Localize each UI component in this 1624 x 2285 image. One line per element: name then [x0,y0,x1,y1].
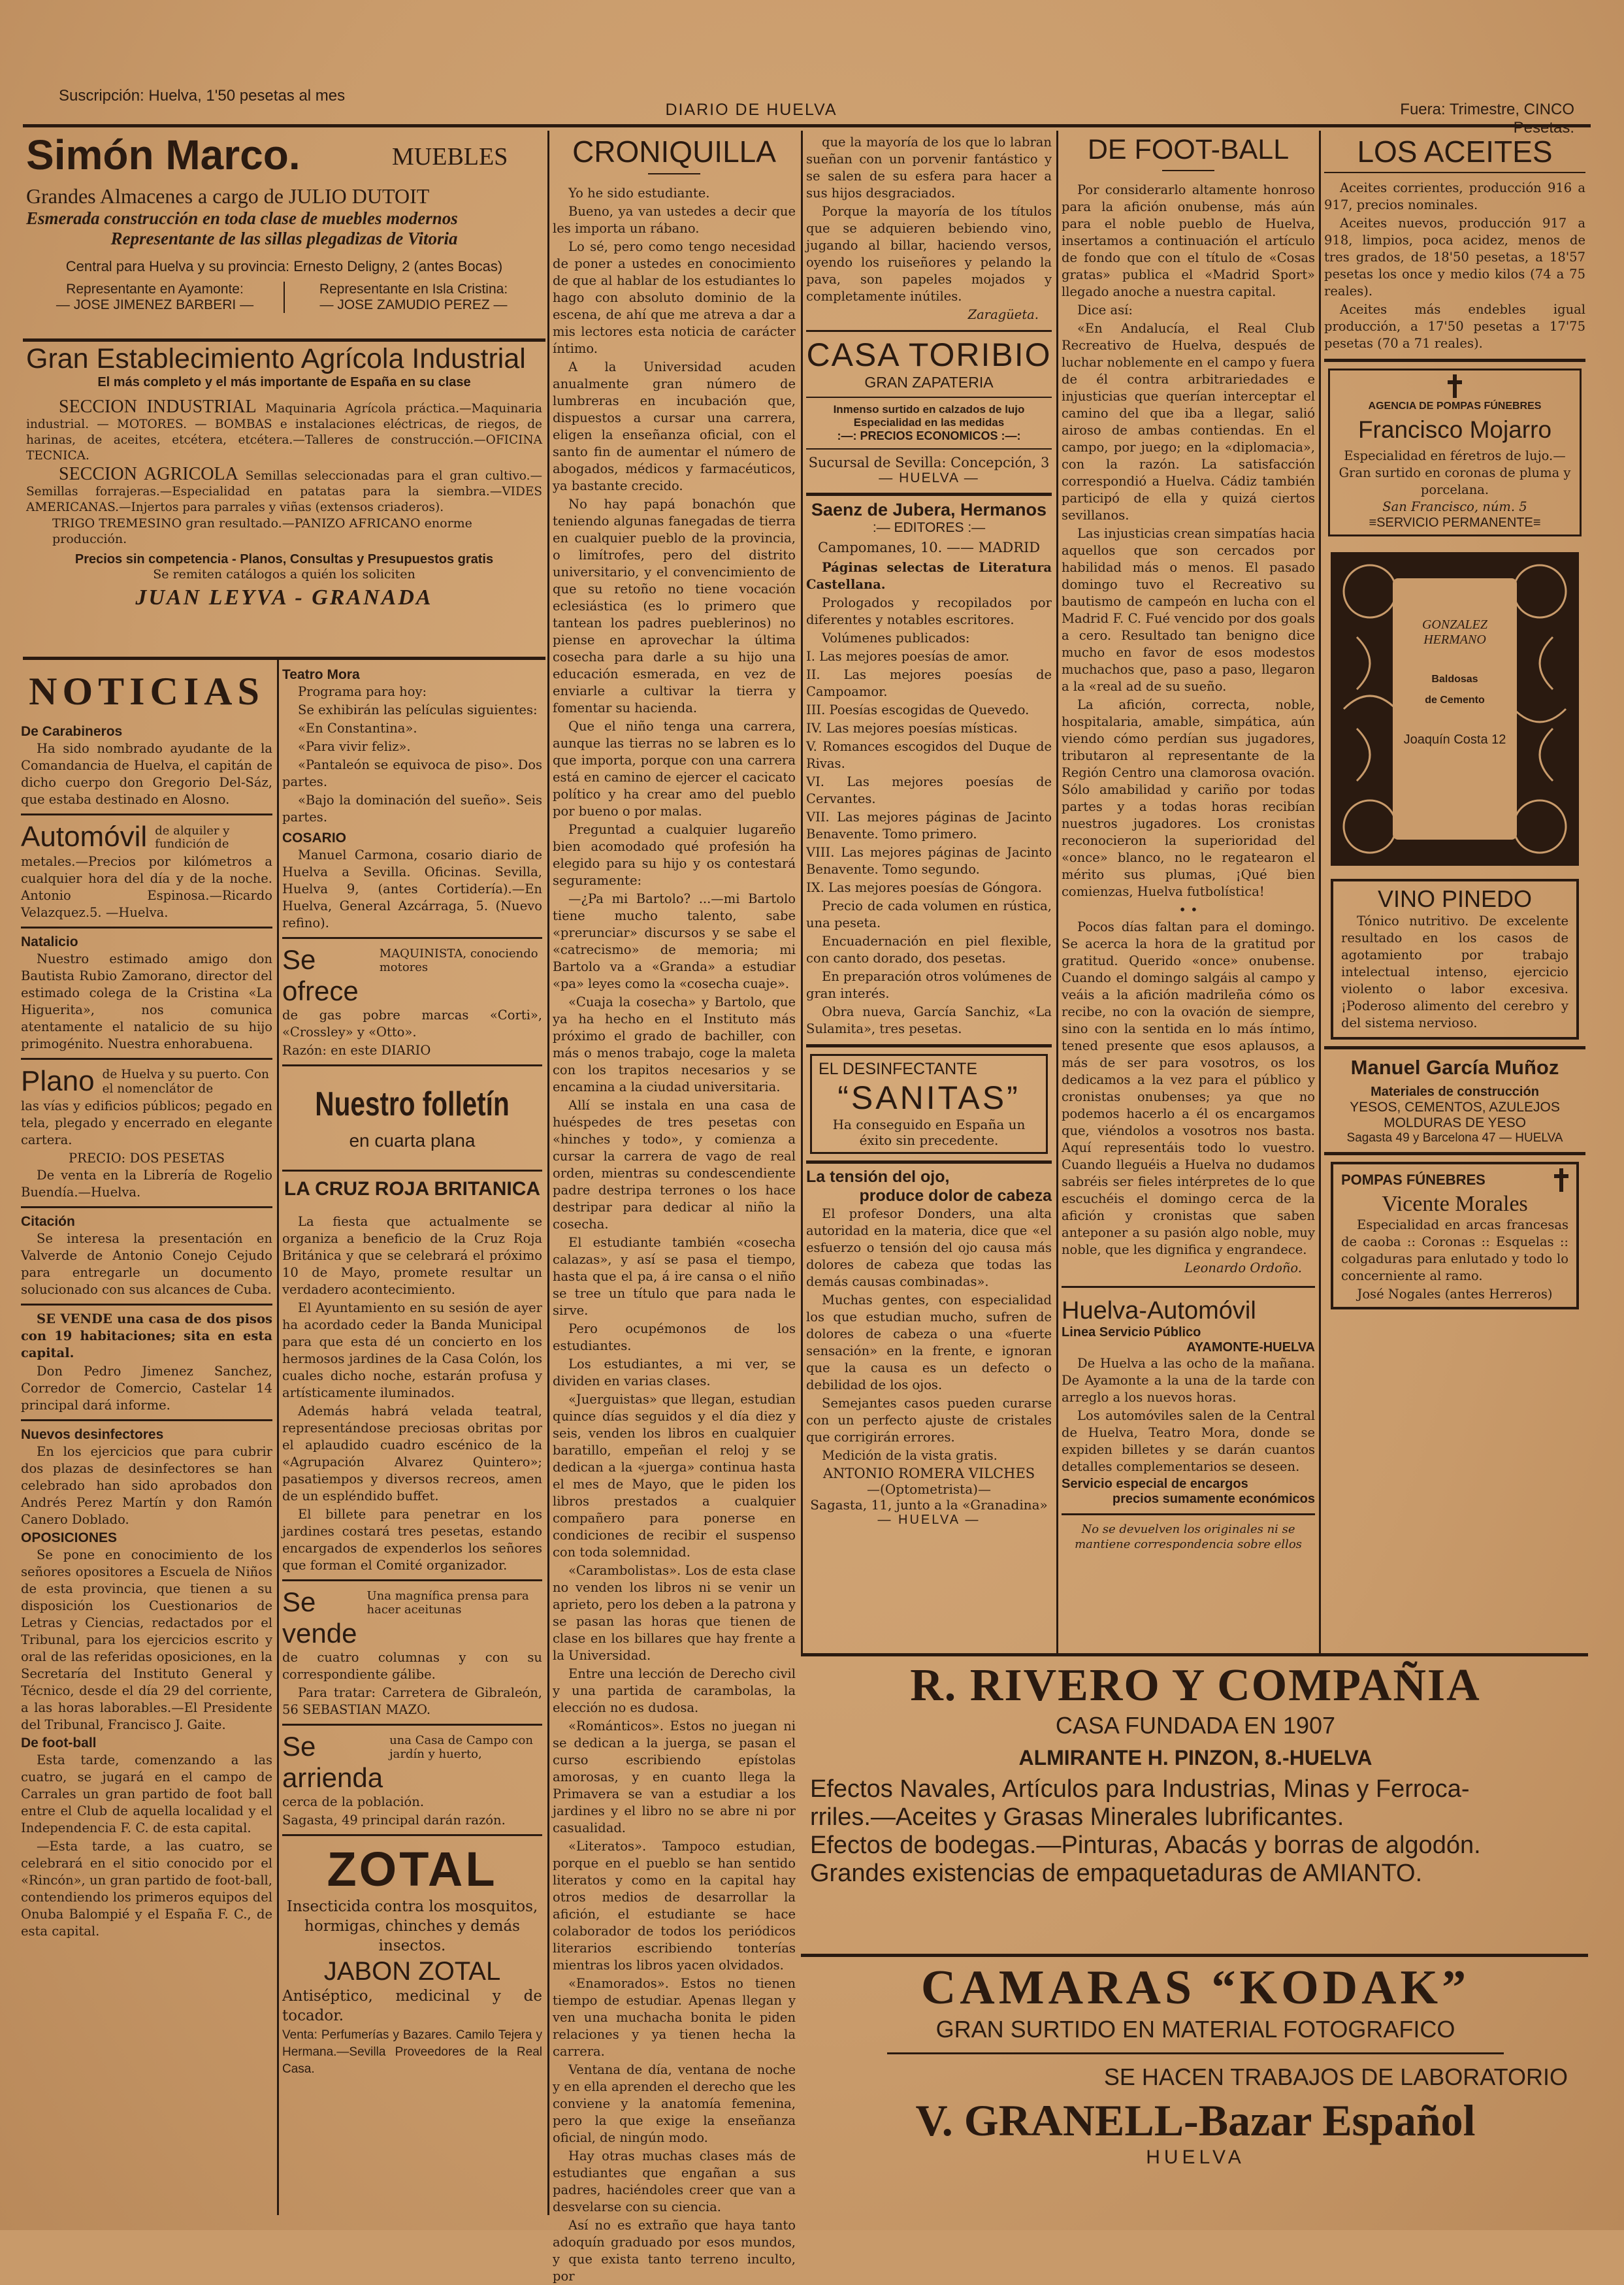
noticia-text: Nuestro estimado amigo don Bautista Rubio Zamorano, director del estimado colega de la Cristina «La Higuerita», nos comunica atentamente el natalicio de su hijo primogénito. Nuestra enhorabuena. [21,951,272,1051]
tension-text: El profesor Donders, una alta autoridad en la materia, dice que «el esfuerzo o tensión del ojo causa más dolores de cabeza que todas las demás causas combinadas». [806,1206,1052,1289]
folletin-ad [282,1072,542,1164]
masthead-title: DIARIO DE HUELVA [665,101,837,119]
rule [806,330,1052,332]
se-ofrece-text: de gas pobre marcas «Corti», «Crossley» y «Otto». [282,1008,542,1040]
simon-line1: Grandes Almacenes a cargo de JULIO DUTOIT [26,184,430,208]
cruz-roja-title: LA CRUZ ROJA BRITANICA [284,1178,541,1200]
folletin-title: Nuestro folletín [315,1085,510,1123]
se-vende-title: Se vende [282,1586,357,1649]
vino-text: Tónico nutritivo. De excelente resultado en los casos de agotamiento por trabajo intelectual intenso, ejercicio violento o labor excesiva. ¡Poderoso alimento del cerebro y del sistema nervioso. [1341,913,1568,1030]
quarter-note: Fuera: Trimestre, CINCO Pesetas. [1400,101,1574,137]
automovil-right: de alquiler y fundición de [155,824,230,851]
simon-line2: Esmerada construcción en toda clase de muebles modernos [26,208,458,228]
noticias-title: NOTICIAS [29,670,265,713]
rule [887,2052,1504,2054]
saenz-obra: Obra nueva, García Sanchiz, «La Sulamita», tres pesetas. [806,1004,1052,1036]
rule [1324,172,1585,173]
croniquilla-para: que la mayoría de los que lo labran sueñan con un porvenir fantástico y se salen de su esfera para hacer a sus hijos desgraciados. [806,135,1052,201]
simon-rep-left-name: — JOSE JIMENEZ BARBERI — [56,297,254,312]
croniquilla-para: «Carambolistas». Los de esta clase no venden los libros ni se venir un aprieto, pero los deben a la patrona y se pasan las horas que tienen de clase en los billares que hay frente a la Universidad. [553,1563,796,1663]
noticia-text: Se pone en conocimiento de los señores opositores a Escuela de Niños de esta provincia, que tienen a su disposición los Cuestionarios de Letras y Ciencias, redactados por el Tribunal, para los ejercicios escrito y oral de las referidas oposiciones, en la Secretaría del Instituto General y Técnico, desde el día 29 del corriente, a las horas laborables.—El Presidente del Tribunal, Francisco J. Gaite. [21,1547,272,1732]
saenz-publicados: Volúmenes publicados: [822,631,970,646]
tension-text: Semejantes casos pueden curarse con un perfecto ajuste de cristales que corrigirán errores. [806,1396,1052,1445]
rule-agricola [23,657,545,660]
noticia-head: Nuevos desinfectores [21,1427,164,1442]
plano-text: las vías y edificios públicos; pegado en tela, plegado y encerrado en elegante cartera. [21,1098,272,1147]
rule-rivero [801,1954,1588,1957]
se-vende-contacto: Para tratar: Carretera de Gibraleón, 56 SEBASTIAN MAZO. [282,1685,542,1717]
cruz-roja-article [282,1178,542,1574]
tension-head: La tensión del ojo, [806,1168,950,1186]
saenz-item: VIII. Las mejores páginas de Jacinto Benavente. Tomo segundo. [806,845,1052,877]
rule [21,1058,272,1060]
gonzalez-name: GONZALEZ HERMANO [1421,617,1488,647]
automovil-title: Automóvil [21,821,148,853]
simon-rep-left-title: Representante en Ayamonte: [66,282,244,297]
huelva-auto-ad [1062,1297,1315,1507]
tension-city: — HUELVA — [877,1513,981,1527]
cosario-item [282,830,542,932]
se-ofrece-razon: Razón: en este DIARIO [282,1043,431,1058]
agricola-trigo: TRIGO TREMESINO gran resultado.—PANIZO AFRICANO enorme producción. [52,516,472,546]
tension-firma2: —(Optometrista)— [867,1481,991,1497]
croniquilla-para: Los estudiantes, a mi ver, se dividen en varias clases. [553,1356,796,1389]
rule [806,1160,1052,1164]
teatro-head: Teatro Mora [282,667,360,682]
noticias-column [21,666,272,2209]
se-vende-casa-text: SE VENDE una casa de dos pisos con 19 habitaciones; sita en esta capital. [21,1311,272,1360]
croniquilla-para: El estudiante también «cosecha calazas», y así se pasa el tiempo, hasta que el pa, á ire cansa o el niño se tree un título que para nada le sirve. [553,1235,796,1318]
croniquilla-para: A la Universidad acuden anualmente gran número de lumbreras en incubación que, dispuestos a cursar una carrera, eligen la enseñanza oficial, con el santo fin de aumentar el número de abogados, médicos y farmacéuticos, ya bastante crecido. [553,359,796,493]
noticia-text: Ha sido nombrado ayudante de la Comandancia de Huelva, el capitán de dicho cuerpo don Gregorio Del-Sáz, que estaba destinado en Alosno. [21,741,272,807]
plano-ad [21,1065,272,1201]
mojarro-text: Especialidad en féretros de lujo.—Gran surtido en coronas de pluma y porcelana. [1339,448,1571,497]
cross-icon [1554,1168,1568,1192]
croniquilla-para: Porque la mayoría de los títulos que se adquieren bebiendo vino, jugando al billar, haciendo versos, oyendo los ruiseñores y pelando la pava, son papeles mojados y completamente inútiles. [806,204,1052,304]
agricola-agricola-head: SECCION AGRICOLA [59,464,238,484]
column-rule-2 [801,131,803,1653]
rivero-line: Grandes existencias de empaquetaduras de AMIANTO. [810,1860,1423,1887]
simon-rep-right-name: — JOSE ZAMUDIO PEREZ — [319,297,508,312]
football-title: DE FOOT-BALL [1087,134,1290,165]
sanitas-top: EL DESINFECTANTE [819,1060,978,1078]
saenz-item: II. Las mejores poesías de Campoamor. [806,667,1052,699]
noticia-head: Natalicio [21,934,78,949]
tension-addr: Sagasta, 11, junto a la «Granadina» [810,1497,1048,1513]
column-rule-4 [1319,131,1321,1653]
noticia-item [21,1530,272,1734]
saenz-title: Saenz de Jubera, Hermanos [811,500,1047,519]
huelva-auto-ruta: AYAMONTE-HUELVA [1186,1340,1315,1355]
simon-tag: MUEBLES [392,143,508,171]
croniquilla-para: Hay otras muchas clases más de estudiantes que engañan a sus padres, haciéndoles creer que van a desvelarse con su ciencia. [553,2148,796,2214]
column-rule-1 [547,131,549,2215]
rule [1324,359,1585,362]
rivero-line: Efectos Navales, Artículos para Industrias, Minas y Ferroca- [810,1775,1470,1803]
football-dots: • • [1178,902,1198,917]
se-vende-right: Una magnífica prensa para hacer aceitunas [366,1589,529,1617]
croniquilla-para: «Juerguistas» que llegan, estudian quince días seguidos y el día diez y seis, venden los libros en cualquier baratillo, empeñan el reloj y se dedican a la «juerga» continua hasta el mes de Mayo, que le piden los libros prestados a cualquier compañero para ponerse en condiciones de recibir el suspenso con toda solemnidad. [553,1392,796,1560]
noticia-item [21,723,272,808]
mojarro-ad [1328,369,1582,536]
cruz-roja-para: El Ayuntamiento en su sesión de ayer ha acordado ceder la Banda Municipal para que esta dé un concierto en los hermosos jardines de la Casa Colón, los cuales dicho noche, estarán profusa y artísticamente iluminados. [282,1300,542,1400]
toribio-line: :—: PRECIOS ECONOMICOS :—: [837,429,1021,442]
rule [282,1064,542,1066]
masthead-rule [23,124,1591,127]
vino-title: VINO PINEDO [1377,885,1533,912]
title-divider [648,173,700,174]
cruz-roja-para: Además habrá velada teatral, representándose preciosas obritas por el aplaudido cuadro escénico de la «Agrupación Alvarez Quintero»; pasatiempos y diversos recreos, amen de un espléndido buffet. [282,1404,542,1504]
huelva-auto-title: Huelva-Automóvil [1062,1297,1256,1324]
teatro-line: «Para vivir feliz». [298,739,411,754]
simon-name: Simón Marco. [26,131,300,178]
noticia-text: Esta tarde, comenzando a las cuatro, se jugará en el campo de Carrales un gran partido de foot ball entre el Club de aquella localidad y el Independencia F. C. de esta capital. [21,1752,272,1835]
noticia-text: —Esta tarde, a las cuatro, se celebrará en el sitio conocido por el «Rincón», un gran partido de foot-ball, contendiendo los primeros equipos del Onuba Balompié y el España F. C., de esta capital. [21,1839,272,1939]
saenz-item: IX. Las mejores poesías de Góngora. [806,880,1042,895]
rule [806,493,1052,496]
column-rule-3 [1056,131,1058,1653]
rivero-ad [810,1660,1581,1947]
croniquilla-para: Preguntad a cualquier lugareño bien acomodado qué profesión ha elegido para su hijo y os contestará seguramente: [553,822,796,888]
croniquilla-body [553,185,796,2285]
automovil-ad [21,821,272,921]
saenz-addr: Campomanes, 10. —— MADRID [817,540,1041,555]
garcia-l2: YESOS, CEMENTOS, AZULEJOS [1350,1100,1560,1115]
agricola-precios: Precios sin competencia - Planos, Consultas y Presupuestos gratis [74,552,494,567]
football-para: Las injusticias crean simpatías hacia aquellos que son cercados por habilidad más o menos. El pasado domingo tuvo el Recreativo su bautismo de campeón en lucha con el Madrid F. C. Fué vencido por dos goals a cero. Resultado tan benigno dice mucho en favor de esos modestos muchachos que, paso a paso, llegaron a la «real ad de su sueño. [1062,526,1315,694]
se-vende-text: de cuatro columnas y con su correspondiente gálibe. [282,1650,542,1682]
toribio-city: — HUELVA — [879,470,979,485]
saenz-item: IV. Las mejores poesías místicas. [806,721,1018,736]
saenz-paginas: Páginas selectas de Literatura Castellana. [806,560,1052,592]
noticia-head: Citación [21,1214,75,1229]
toribio-line: Inmenso surtido en calzados de lujo [833,403,1025,416]
saenz-item: VI. Las mejores poesías de Cervantes. [806,774,1052,806]
column-rule-0 [277,660,279,2215]
simon-central: Central para Huelva y su provincia: Ernesto Deligny, 2 (antes Bocas) [65,258,503,274]
football-para: La afición, correcta, noble, hospitalaria, amable, simpática, aún viendo cómo perdían sus jugadores, tributaron al representante de la Región Centro una clamorosa ovación. Sólo amabilidad y cariño por todas partes y a todas horas recibían nuestros jugadores. Los cronistas reconocieron la superioridad del «once» blanco, no le regatearon el mérito sus plumas, ¡Qué bien comienzas, Huelva futbolística! [1062,697,1315,899]
plano-title: Plano [21,1065,95,1097]
agricola-title: Gran Establecimiento Agrícola Industrial [26,343,526,374]
se-arrienda-ad [282,1731,542,1829]
croniquilla-para: Así no es extraño que haya tanto adoquín graduado por esos mundos, y que exista tanto terreno inculto, por [553,2218,796,2284]
rule [1062,1513,1315,1515]
saenz-item: I. Las mejores poesías de amor. [806,649,1010,664]
se-arrienda-contacto: Sagasta, 49 principal darán razón. [282,1813,506,1828]
croniquilla-article [553,134,796,2284]
plano-right: de Huelva y su puerto. Con el nomenclátor de [102,1068,269,1096]
se-ofrece-title: Se ofrece [282,944,359,1006]
cosario-text: Manuel Carmona, cosario diario de Huelva a Sevilla. Oficinas. Sevilla, Huelva 9, (antes Cortidería).—En Huelva, General Azcárraga, 5. (Nuevo refino). [282,847,542,930]
kodak-ad [810,1960,1581,2215]
morales-text: Especialidad en arcas francesas de caoba :: Coronas :: Esquelas :: colgaduras para enlutado y todo lo concerniente al ramo. [1341,1217,1568,1283]
agricola-firma: JUAN LEYVA - GRANADA [135,585,433,610]
rivero-line: rriles.—Aceites y Grasas Minerales lubrificantes. [810,1803,1344,1831]
football-para: Por considerarlo altamente honroso para la afición onubense, más aún para el noble pueblo de Huelva, insertamos a continuación el artículo de fondo que con el título de «Cosas gratas» publica el «Madrid Sport» llegado anoche a nuestra capital. [1062,182,1315,299]
saenz-item: VII. Las mejores páginas de Jacinto Benavente. Tomo primero. [806,810,1052,842]
football-para: Pocos días faltan para el domingo. Se acerca la hora de la gratitud por gratitud. Querido «once» onubense. Cuando el domingo salgáis al campo y veáis a la afición madrileña cómo os recibe, no con la ovación de siempre, sino con la sentida en lo más íntimo, tened presente que esos aplausos, a más de ser para vosotros, os los dedicamos a la vez para el público y cronistas onubenses; ya que no podemos hacerlo a él os encargamos que, viéndolos a vosotros nos basta. Aquí representáis todo lo vuestro. Cuando lleguéis a Huelva no dudamos sabréis ser fieles intérpretes de lo que escuchéis el domingo cerca de la afición y cronistas que saben anteponer a su pasión algo noble, muy noble, que les dignifica y engrandece. [1062,919,1315,1257]
sanitas-title: “SANITAS” [837,1079,1020,1116]
noticia-item [21,1735,272,1940]
rivero-fundada: CASA FUNDADA EN 1907 [1055,1712,1336,1739]
croniquilla-firma: Zaragüeta. [967,307,1039,322]
rule [806,397,1052,398]
zotal-title: ZOTAL [327,1842,498,1896]
aceites-para: Aceites corrientes, producción 916 a 917, precios nominales. [1324,180,1585,212]
rule [1324,1046,1585,1049]
huelva-auto-linea: Linea Servicio Público [1062,1325,1201,1340]
saenz-precio: Precio de cada volumen en rústica, una peseta. [806,898,1052,930]
rule [1062,1286,1315,1288]
column-5 [1324,134,1585,1650]
rule [1324,1152,1585,1155]
toribio-sub: GRAN ZAPATERIA [864,374,994,391]
zotal-jabon-text: Antiséptico, medicinal y de tocador. [282,1988,542,2024]
rule [21,814,272,815]
se-arrienda-title: Se arrienda [282,1731,383,1793]
croniquilla-para: No hay papá bonachón que teniendo algunas fanegadas de tierra en cualquier pueblo de la provincia, o limítrofes, pero del distrito universitario, y el convencimiento de que su retoño no tiene vocación eclesiástica (es lo primero que tantean los padres pueblerinos) no piense en aprovechar la última cosecha para darle a su hijo una educación esmerada, en vez de enviarle a cultivar la tierra y fomentar su hacienda. [553,497,796,715]
simon-rep-right-title: Representante en Isla Cristina: [319,282,508,297]
croniquilla-para: «Románticos». Estos no juegan ni se dedican a la juerga, se pasan el curso escribiendo epístolas amorosas, y en cuanto llega la Primavera se van a estudiar a los jardines y el libro no se abre ni por casualidad. [553,1718,796,1835]
croniquilla-para: Pero ocupémonos de los estudiantes. [553,1321,796,1353]
teatro-line: «Pantaleón se equivoca de piso». Dos partes. [282,757,542,789]
agricola-industrial-head: SECCION INDUSTRIAL [59,397,257,417]
noticia-text: Se interesa la presentación en Valverde de Antonio Conejo Cejudo para entregarle un documento solucionado con sus alcances de Cuba. [21,1231,272,1297]
kodak-l2: SE HACEN TRABAJOS DE LABORATORIO [1103,2063,1568,2090]
agricola-agricola-text: Semillas seleccionadas para el gran cultivo.—Semillas forrajeras.—Especialidad en patatas para la siembra.—VIDES AMERICANAS.—Injertos para parrales y viñas (extensos criaderos). [26,469,542,514]
noticia-text: En los ejercicios que para cubrir dos plazas de desinfectores se han celebrado han sido aprobados don Andrés Perez Martín y don Ramón Canero Doblado. [21,1444,272,1527]
column-3 [806,134,1052,1650]
sanitas-text: Ha conseguido en España un éxito sin precedente. [832,1117,1026,1148]
garcia-name: Manuel García Muñoz [1350,1056,1559,1079]
football-firma: Leonardo Ordoño. [1184,1260,1302,1275]
rivero-title: R. RIVERO Y COMPAÑIA [910,1660,1481,1711]
folletin-sub: en cuarta plana [349,1130,476,1151]
noticia-head: De foot-ball [21,1735,97,1751]
tension-ad [806,1168,1052,1528]
gonzalez-hermano-ad [1331,552,1579,866]
column-1 [282,666,542,2209]
noticia-item [21,1213,272,1298]
se-vende-maq-ad [282,1586,542,1718]
football-para: «En Andalucía, el Real Club Recreativo de Huelva, después de luchar noblemente en el campo y fuera de él contra arbitrariedades e injusticias que querían interceptar el camino del que iba a llegar, salió airoso de ambas contiendas. En el campo, por juego; en la «diplomacia», con la razón. La satisfacción correspondió a Huelva. Cádiz también participó de ella y quizá ciertos sevillanos. [1062,321,1315,523]
croniquilla-para: Bueno, ya van ustedes a decir que les importa un rábano. [553,204,796,236]
rule [806,1044,1052,1047]
mojarro-addr: San Francisco, núm. 5 [1382,499,1527,514]
se-arrienda-text: cerca de la población. [282,1794,425,1809]
simon-line3: Representante de las sillas plegadizas de Vitoria [110,229,458,248]
croniquilla-para: Allí se instala en una casa de huéspedes de tres pesetas con «hinches y todo», y comienza a cursar la carrera de vago de real orden, mientras su condescendiente padre destripa terrones o los hace destripar para dedicar al niño la cosecha. [553,1098,796,1232]
agricola-subtitle: El más completo y el más importante de España en su clase [97,375,471,389]
rivero-addr: ALMIRANTE H. PINZON, 8.-HUELVA [1018,1746,1372,1769]
tension-head2: produce dolor de cabeza [859,1187,1052,1205]
kodak-title: CAMARAS “KODAK” [920,1961,1470,2014]
huelva-auto-precios: precios sumamente económicos [1112,1492,1315,1506]
garcia-munoz-ad [1324,1056,1585,1145]
croniquilla-para: Ventana de día, ventana de noche y en ella aprenden el derecho que les conviene y la anatomía femenina, pero la que exige la enseñanza oficial, de ningún modo. [553,2062,796,2145]
rule [21,1206,272,1208]
rule [282,1724,542,1726]
plano-venta: De venta en la Librería de Rogelio Buendía.—Huelva. [21,1168,272,1200]
noticia-head: De Carabineros [21,724,123,739]
toribio-title: CASA TORIBIO [806,337,1052,373]
gonzalez-l1: Baldosas [1431,674,1478,685]
plano-precio: PRECIO: DOS PESETAS [69,1151,225,1166]
saenz-encuadernacion: Encuadernación en piel flexible, con canto dorado, dos pesetas. [806,934,1052,966]
rule [282,1579,542,1581]
saenz-sub: :— EDITORES :— [872,520,986,535]
huelva-auto-servicio: Servicio especial de encargos [1062,1477,1248,1491]
gonzalez-l2: de Cemento [1425,695,1485,706]
saenz-prologados: Prologados y recopilados por diferentes y notables escritores. [806,595,1052,627]
simon-marco-ad [26,131,542,346]
rule-bottom [801,1653,1588,1656]
croniquilla-para: Entre una lección de Derecho civil y una partida de carambolas, la elección no es dudosa. [553,1666,796,1715]
teatro-line: «En Constantina». [298,721,417,736]
garcia-l1: Materiales de construcción [1371,1085,1539,1099]
croniquilla-para: Lo sé, pero como tengo necesidad de poner a ustedes en conocimiento de que al hablar de los estudiantes lo hago con absoluto dominio de la escena, de ahí que me atreva a dar a mis lectores esta noticia de carácter íntimo. [553,239,796,356]
se-vende-casa-ad [21,1311,272,1414]
garcia-addr: Sagasta 49 y Barcelona 47 — HUELVA [1346,1131,1563,1145]
garcia-l3: MOLDURAS DE YESO [1384,1115,1526,1130]
croniquilla-para: «Literatos». Tampoco estudian, porque en el pueblo se han sentido literatos y como en la capital hay otros medios de desarrollar la afición, el estudiante se hace colaborador de todos los periódicos literarios escribiendo tonterías mientras los libros yacen olvidados. [553,1839,796,1973]
kodak-city: HUELVA [1146,2146,1245,2168]
aceites-para: Aceites más endebles igual producción, a 17'50 pesetas a 17'75 pesetas (70 a 71 reales). [1324,302,1585,351]
kodak-l1: GRAN SURTIDO EN MATERIAL FOTOGRAFICO [935,2016,1455,2043]
tension-text: Muchas gentes, con especialidad los que estudian mucho, sufren de dolores de cabeza o una «fuerte sensación» en la frente, e ignoran que la causa es un defecto o debilidad de los ojos. [806,1292,1052,1392]
mojarro-name: Francisco Mojarro [1357,416,1552,443]
morales-head: POMPAS FÚNEBRES [1341,1172,1486,1188]
se-ofrece-ad [282,944,542,1059]
croniquilla-para: —¿Pa mi Bartolo? ...—mi Bartolo tiene mucho talento, sabe «prerunciar» discursos y se sabe el «catrecismo» de memoria; mi Bartolo va a «Granda» a estudiar «pa» leyes como la «cosecha cuaje». [553,891,796,991]
rule [21,1304,272,1306]
agricola-ad [26,343,542,653]
croniquilla-para: «Cuaja la cosecha» y Bartolo, que ya ha hecho en el Instituto más próximo el grado de bachiller, con más o menos trabajo, coge la maleta con los trapitos necesarios y se encamina a la ciudad universitaria. [553,995,796,1094]
subscription-note: Suscripción: Huelva, 1'50 pesetas al mes [59,87,346,105]
morales-name: Vicente Morales [1382,1192,1528,1216]
agricola-catalogos: Se remiten catálogos a quién los soliciten [153,567,415,582]
toribio-ad [806,336,1052,486]
automovil-text: metales.—Precios por kilómetros a cualquier hora del día y de la noche. Antonio Espinosa.—Ricardo Velazquez.5. —Huelva. [21,854,272,920]
teatro-line: Se exhibirán las películas siguientes: [298,702,538,717]
editorial-note: No se devuelven los originales ni se mantiene correspondencia sobre ellos [1075,1522,1302,1551]
saenz-item: III. Poesías escogidas de Quevedo. [806,702,1030,717]
football-para: Dice así: [1077,303,1133,318]
huelva-auto-text: Los automóviles salen de la Central de Huelva, Teatro Mora, donde se expiden billetes y se darán cuantos detalles complementarios se deseen. [1062,1408,1315,1474]
sanitas-ad [810,1054,1048,1154]
teatro-line: Programa para hoy: [298,684,427,699]
cruz-roja-para: El billete para penetrar en los jardines costará tres pesetas, estando encargados de expenderlos los señores que forman el Comité organizador. [282,1507,542,1573]
se-ofrece-right: MAQUINISTA, conociendo motores [379,947,538,974]
zotal-venta: Venta: Perfumerías y Bazares. Camilo Tejera y Hermana.—Sevilla Proveedores de la Real Casa. [282,2028,542,2076]
noticia-head: OPOSICIONES [21,1530,118,1545]
se-vende-casa-contacto: Don Pedro Jimenez Sanchez, Corredor de Comercio, Castelar 14 principal dará informe. [21,1364,272,1413]
se-arrienda-right: una Casa de Campo con jardín y huerto, [389,1734,533,1761]
morales-ad [1331,1162,1579,1309]
vino-pinedo-ad [1331,879,1579,1040]
rule [282,1834,542,1836]
gonzalez-addr: Joaquín Costa 12 [1403,732,1506,747]
agricola-industrial-text: Maquinaria Agrícola práctica.—Maquinaria industrial. — MOTORES. — BOMBAS e instalaciones eléctricas, de riegos, de harinas, de aceites, etcétera, etcétera.—Talleres de construcción.—OFICINA TECNICA. [26,402,542,463]
saenz-ad [806,500,1052,1038]
croniquilla-para: Yo he sido estudiante. [568,186,710,201]
tension-text: Medición de la vista gratis. [822,1448,998,1463]
aceites-title: LOS ACEITES [1357,135,1553,169]
tension-firma: ANTONIO ROMERA VILCHES [822,1466,1035,1481]
croniquilla-title: CRONIQUILLA [572,135,776,169]
rule [282,937,542,939]
noticia-item [21,1426,272,1528]
zotal-jabon: JABON ZOTAL [323,1957,501,1986]
rule [21,927,272,929]
aceites-para: Aceites nuevos, producción 917 a 918, limpios, poca acidez, menos de tres grados, de 18'50 pesetas, a 18'57 pesetas los once y medio kilos (74 a 75 reales). [1324,216,1585,299]
toribio-sucursal: Sucursal de Sevilla: Concepción, 3 [808,455,1050,470]
cosario-head: COSARIO [282,830,347,846]
huelva-auto-text: De Huelva a las ocho de la mañana. De Ayamonte a la una de la tarde con arreglo a los nuevos horas. [1062,1356,1315,1405]
cruz-roja-para: La fiesta que actualmente se organiza a beneficio de la Cruz Roja Británica y que se celebrará el próximo 10 de Mayo, promete resultar un verdadero acontecimiento. [282,1214,542,1297]
teatro-item [282,666,542,826]
kodak-bazar: V. GRANELL-Bazar Español [915,2096,1476,2145]
croniquilla-para: Que el niño tenga una carrera, aunque las tierras no se labren es lo que importa, porque con una carrera está en camino de ejercer el cacicato político y ha crear amo del pueblo por bueno o por malas. [553,719,796,819]
rule [282,1170,542,1172]
zotal-text: Insecticida contra los mosquitos, hormigas, chinches y demás insectos. [286,1898,538,1954]
mojarro-servicio: ≡SERVICIO PERMANENTE≡ [1369,516,1541,530]
zotal-ad [282,1841,542,2078]
rivero-line: Efectos de bodegas.—Pinturas, Abacás y borras de algodón. [810,1832,1481,1859]
morales-addr: José Nogales (antes Herreros) [1357,1287,1553,1302]
toribio-line: Especialidad en las medidas [853,416,1005,429]
title-divider [1162,170,1214,171]
rule [806,448,1052,450]
saenz-preparacion: En preparación otros volúmenes de gran interés. [806,969,1052,1001]
column-4 [1062,134,1315,1650]
rule-simon [23,338,545,342]
mojarro-agencia: AGENCIA DE POMPAS FÚNEBRES [1368,401,1542,412]
saenz-item: V. Romances escogidos del Duque de Rivas. [806,739,1052,771]
teatro-line: «Bajo la dominación del sueño». Seis partes. [282,793,542,825]
croniquilla-para: «Enamorados». Estos no tienen tiempo de estudiar. Apenas llegan y ven una muchacha bonita le piden relaciones y ya tienen hecha la carrera. [553,1976,796,2059]
cross-icon [1448,374,1462,398]
noticia-item [21,934,272,1053]
rule [21,1419,272,1421]
